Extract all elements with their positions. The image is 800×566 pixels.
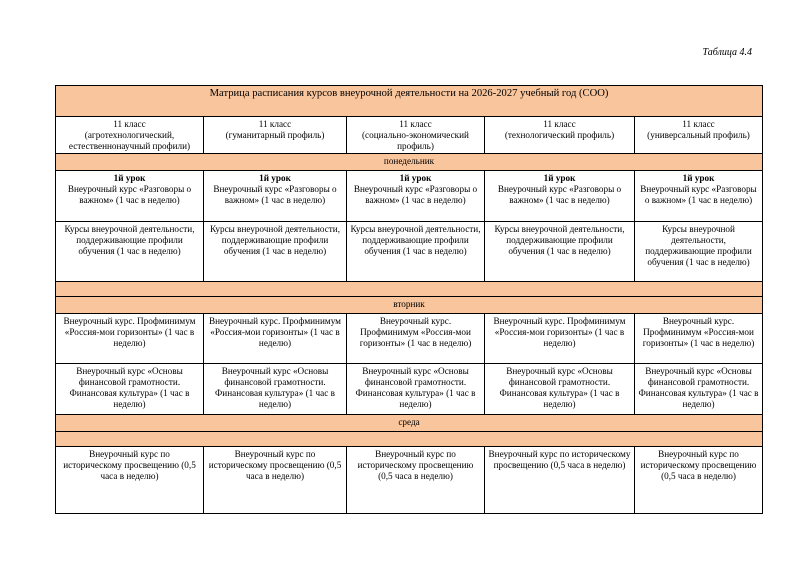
table-row [56,447,763,514]
table-number-label: Таблица 4.4 [702,47,752,58]
spacer-row [56,432,763,447]
spacer-cell [56,282,763,297]
column-header [635,117,763,154]
schedule-cell: Внеурочный курс по историческому просвещению (0,5 часа в неделю) [56,447,204,514]
schedule-cell [56,171,204,222]
day-label: вторник [56,297,763,314]
profile-name: (гуманитарный профиль) [225,129,325,140]
schedule-cell: Внеурочный курс «Основы финансовой грамотности. Финансовая культура» (1 час в неделю) [204,364,347,415]
day-label: среда [56,415,763,432]
lesson-label: 1й урок [113,173,146,184]
schedule-cell: Внеурочный курс «Основы финансовой грамотности. Финансовая культура» (1 час в неделю) [56,364,204,415]
lesson-label: 1й урок [682,173,715,184]
course-text: Внеурочный курс «Разговоры о важном» (1 час в неделю) [640,184,757,205]
class-name: 11 класс [258,119,292,129]
schedule-cell: Внеурочный курс по историческому просвещению (0,5 часа в неделю) [485,447,635,514]
course-text: Внеурочный курс «Разговоры о важном» (1 час в неделю) [213,184,337,205]
course-text: Внеурочный курс «Разговоры о важном» (1 час в неделю) [67,184,192,205]
schedule-cell [635,171,763,222]
lesson-label: 1й урок [259,173,291,184]
schedule-cell: Внеурочный курс «Основы финансовой грамотности. Финансовая культура» (1 час в неделю) [635,364,763,415]
schedule-cell: Внеурочный курс. Профминимум «Россия-мои горизонты» (1 час в неделю) [56,314,204,364]
schedule-cell: Курсы внеурочной деятельности, поддерживающие профили обучения (1 час в неделю) [485,222,635,282]
schedule-cell: Внеурочный курс по историческому просвещению (0,5 часа в неделю) [204,447,347,514]
schedule-cell: Внеурочный курс. Профминимум «Россия-мои горизонты» (1 час в неделю) [635,314,763,364]
table-row [56,314,763,364]
schedule-cell [485,171,635,222]
table-row [56,171,763,222]
class-header-row [56,117,763,154]
schedule-cell: Курсы внеурочной деятельности, поддерживающие профили обучения (1 час в неделю) [635,222,763,282]
schedule-cell: Внеурочный курс. Профминимум «Россия-мои горизонты» (1 час в неделю) [485,314,635,364]
schedule-cell: Курсы внеурочной деятельности, поддерживающие профили обучения (1 час в неделю) [204,222,347,282]
schedule-matrix-table [55,85,763,514]
spacer-cell [56,432,763,447]
schedule-cell: Курсы внеурочной деятельности, поддерживающие профили обучения (1 час в неделю) [56,222,204,282]
schedule-cell: Внеурочный курс по историческому просвещению (0,5 часа в неделю) [635,447,763,514]
day-label: понедельник [56,154,763,171]
column-header [204,117,347,154]
day-row-tuesday [56,297,763,314]
schedule-cell: Курсы внеурочной деятельности, поддерживающие профили обучения (1 час в неделю) [347,222,485,282]
class-name: 11 класс [113,119,146,129]
spacer-row [56,282,763,297]
lesson-label: 1й урок [399,173,432,184]
day-row-monday [56,154,763,171]
schedule-cell: Внеурочный курс «Основы финансовой грамотности. Финансовая культура» (1 час в неделю) [347,364,485,415]
class-name: 11 класс [682,119,715,129]
class-name: 11 класс [399,119,432,129]
table-title: Матрица расписания курсов внеурочной деятельности на 2026-2027 учебный год (СОО) [56,86,763,117]
profile-name: (технологический профиль) [504,129,615,140]
column-header [485,117,635,154]
schedule-cell: Внеурочный курс «Основы финансовой грамотности. Финансовая культура» (1 час в неделю) [485,364,635,415]
profile-name: (агротехнологический, естественнонаучный профили) [68,129,191,151]
column-header [347,117,485,154]
class-name: 11 класс [543,119,576,129]
table-row [56,364,763,415]
lesson-label: 1й урок [543,173,576,184]
schedule-cell [204,171,347,222]
table-title-row [56,86,763,117]
day-row-wednesday [56,415,763,432]
table-row [56,222,763,282]
schedule-cell [347,171,485,222]
column-header [56,117,204,154]
profile-name: (социально-экономический профиль) [362,129,469,151]
course-text: Внеурочный курс «Разговоры о важном» (1 час в неделю) [497,184,622,205]
schedule-cell: Внеурочный курс. Профминимум «Россия-мои горизонты» (1 час в неделю) [204,314,347,364]
schedule-cell: Внеурочный курс. Профминимум «Россия-мои горизонты» (1 час в неделю) [347,314,485,364]
profile-name: (универсальный профиль) [647,129,750,140]
schedule-cell: Внеурочный курс по историческому просвещению (0,5 часа в неделю) [347,447,485,514]
course-text: Внеурочный курс «Разговоры о важном» (1 час в неделю) [353,184,478,205]
